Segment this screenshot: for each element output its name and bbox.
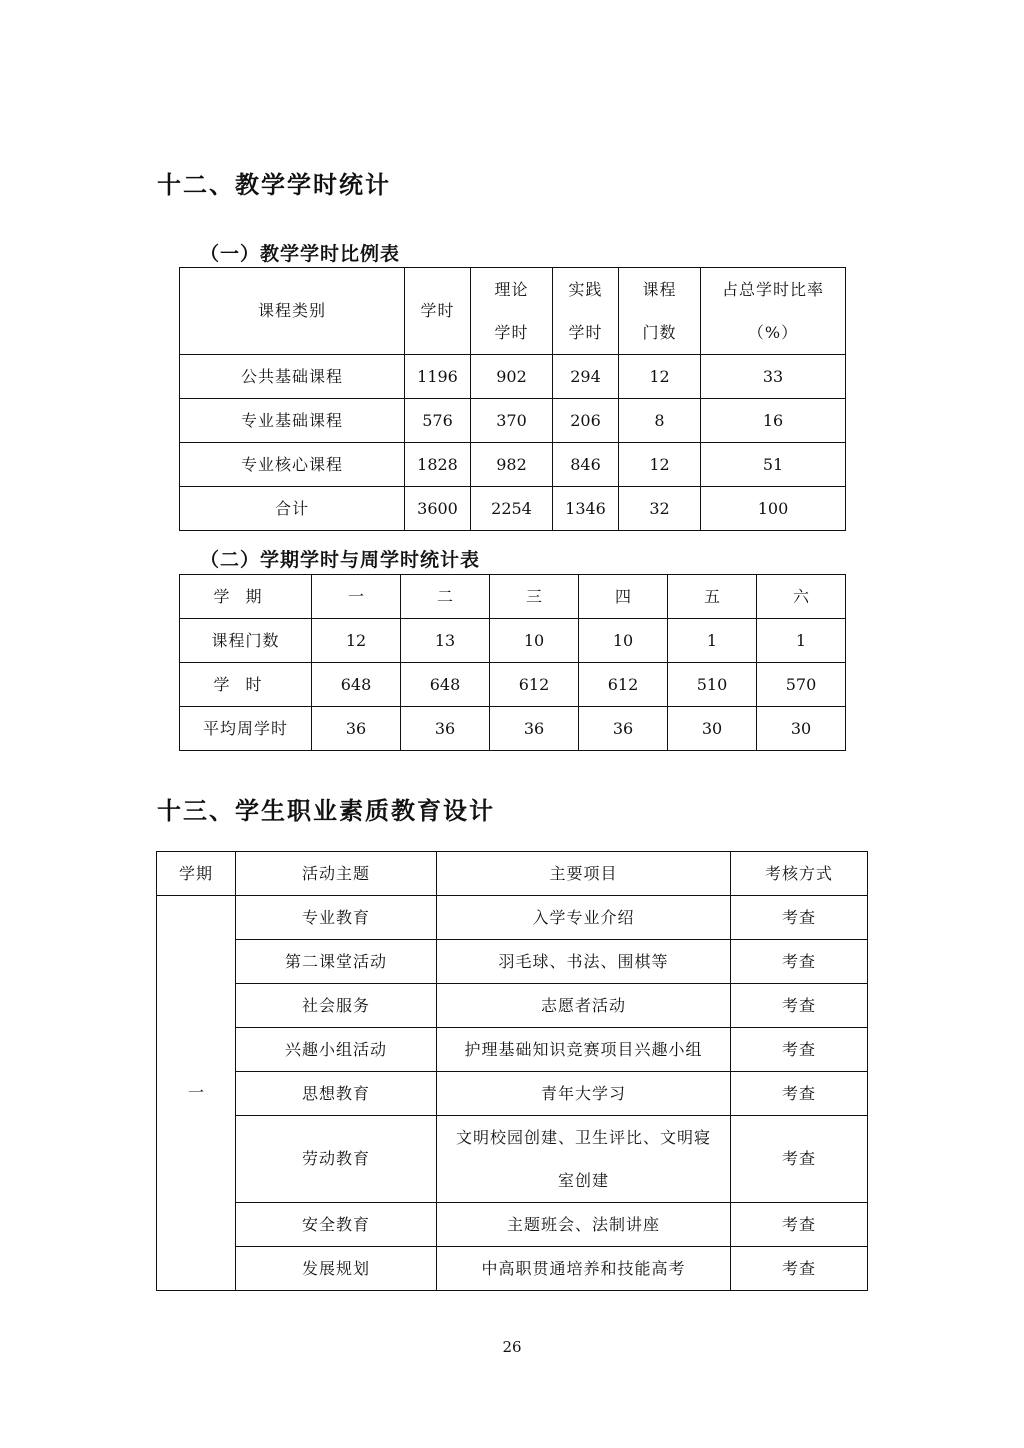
row-items: 羽毛球、书法、围棋等 <box>437 940 731 984</box>
term-hours-table <box>179 574 846 751</box>
row-items-l2: 室创建 <box>557 1171 609 1190</box>
hours-ratio-table <box>179 267 846 531</box>
row-theme: 第二课堂活动 <box>236 940 437 984</box>
row-category: 专业核心课程 <box>180 443 405 487</box>
row-assess: 考查 <box>731 1247 868 1291</box>
row-theme: 兴趣小组活动 <box>236 1028 437 1072</box>
section12-title: 十二、教学学时统计 <box>157 171 391 199</box>
term-header: 四 <box>579 575 668 619</box>
row-assess: 考查 <box>731 940 868 984</box>
row-theme: 专业教育 <box>236 896 437 940</box>
table-row <box>180 355 846 399</box>
header-count-l2: 门数 <box>642 323 677 342</box>
header-ratio <box>701 268 846 355</box>
row-hours: 1196 <box>405 355 471 399</box>
row-assess: 考查 <box>731 1072 868 1116</box>
table-row <box>180 663 846 707</box>
header-theme: 活动主题 <box>236 852 437 896</box>
term-header: 二 <box>401 575 490 619</box>
header-practice-l2: 学时 <box>568 323 603 342</box>
row-items: 志愿者活动 <box>437 984 731 1028</box>
row-items-l1: 文明校园创建、卫生评比、文明寝 <box>455 1128 711 1147</box>
row-category: 合计 <box>180 487 405 531</box>
table-row <box>180 707 846 751</box>
row-count: 8 <box>619 399 701 443</box>
header-hours: 学时 <box>405 268 471 355</box>
row-items: 主题班会、法制讲座 <box>437 1203 731 1247</box>
table-row <box>157 1116 868 1203</box>
cell: 10 <box>490 619 579 663</box>
cell: 36 <box>490 707 579 751</box>
row-theory: 982 <box>471 443 553 487</box>
header-theory-l1: 理论 <box>494 280 529 299</box>
cell: 570 <box>757 663 846 707</box>
row-practice: 1346 <box>553 487 619 531</box>
table-row <box>157 1247 868 1291</box>
table-row <box>157 940 868 984</box>
header-practice-l1: 实践 <box>568 280 603 299</box>
row-category: 专业基础课程 <box>180 399 405 443</box>
row-theory: 370 <box>471 399 553 443</box>
row-theme: 发展规划 <box>236 1247 437 1291</box>
row-assess: 考查 <box>731 1203 868 1247</box>
table-row <box>157 1028 868 1072</box>
row-count: 12 <box>619 355 701 399</box>
header-count-l1: 课程 <box>642 280 677 299</box>
cell: 10 <box>579 619 668 663</box>
term-header: 一 <box>312 575 401 619</box>
table-row-total <box>180 487 846 531</box>
row-practice: 294 <box>553 355 619 399</box>
cell: 1 <box>757 619 846 663</box>
cell: 612 <box>490 663 579 707</box>
header-category: 课程类别 <box>180 268 405 355</box>
row-theory: 902 <box>471 355 553 399</box>
cell: 36 <box>401 707 490 751</box>
row-items: 入学专业介绍 <box>437 896 731 940</box>
table-row <box>180 443 846 487</box>
table1-title: （一）教学学时比例表 <box>200 243 401 265</box>
row-label: 学时 <box>180 663 312 707</box>
header-ratio-l2: （%） <box>747 323 799 342</box>
row-practice: 846 <box>553 443 619 487</box>
table2-title: （二）学期学时与周学时统计表 <box>200 549 481 571</box>
row-practice: 206 <box>553 399 619 443</box>
page-number: 26 <box>502 1338 522 1356</box>
table-row <box>157 1072 868 1116</box>
table-row <box>157 1203 868 1247</box>
row-items <box>437 1116 731 1203</box>
row-assess: 考查 <box>731 1028 868 1072</box>
row-count: 32 <box>619 487 701 531</box>
row-ratio: 51 <box>701 443 846 487</box>
cell: 1 <box>668 619 757 663</box>
header-term: 学期 <box>157 852 236 896</box>
cell: 13 <box>401 619 490 663</box>
table-row <box>180 619 846 663</box>
table-row <box>157 984 868 1028</box>
cell: 30 <box>668 707 757 751</box>
row-assess: 考查 <box>731 1116 868 1203</box>
header-theory-l2: 学时 <box>494 323 529 342</box>
term-header: 六 <box>757 575 846 619</box>
cell: 612 <box>579 663 668 707</box>
table-row <box>157 896 868 940</box>
header-items: 主要项目 <box>437 852 731 896</box>
header-assess: 考核方式 <box>731 852 868 896</box>
row-hours: 576 <box>405 399 471 443</box>
row-theme: 安全教育 <box>236 1203 437 1247</box>
cell: 36 <box>312 707 401 751</box>
row-theme: 社会服务 <box>236 984 437 1028</box>
header-practice <box>553 268 619 355</box>
header-theory <box>471 268 553 355</box>
term-header: 五 <box>668 575 757 619</box>
row-theme: 思想教育 <box>236 1072 437 1116</box>
row-theme: 劳动教育 <box>236 1116 437 1203</box>
term-cell: 一 <box>157 896 236 1291</box>
row-hours: 3600 <box>405 487 471 531</box>
cell: 648 <box>401 663 490 707</box>
row-label: 平均周学时 <box>180 707 312 751</box>
row-items: 护理基础知识竞赛项目兴趣小组 <box>437 1028 731 1072</box>
table-row <box>180 399 846 443</box>
cell: 648 <box>312 663 401 707</box>
section13-title: 十三、学生职业素质教育设计 <box>157 797 495 825</box>
cell: 510 <box>668 663 757 707</box>
row-items: 青年大学习 <box>437 1072 731 1116</box>
quality-education-table <box>156 851 868 1291</box>
term-header: 三 <box>490 575 579 619</box>
row-label: 课程门数 <box>180 619 312 663</box>
row-ratio: 100 <box>701 487 846 531</box>
cell: 12 <box>312 619 401 663</box>
header-term: 学期 <box>180 575 312 619</box>
row-items: 中高职贯通培养和技能高考 <box>437 1247 731 1291</box>
header-ratio-l1: 占总学时比率 <box>721 280 824 299</box>
row-ratio: 33 <box>701 355 846 399</box>
cell: 36 <box>579 707 668 751</box>
row-theory: 2254 <box>471 487 553 531</box>
row-ratio: 16 <box>701 399 846 443</box>
header-count <box>619 268 701 355</box>
row-hours: 1828 <box>405 443 471 487</box>
cell: 30 <box>757 707 846 751</box>
row-category: 公共基础课程 <box>180 355 405 399</box>
row-assess: 考查 <box>731 984 868 1028</box>
row-count: 12 <box>619 443 701 487</box>
row-assess: 考查 <box>731 896 868 940</box>
